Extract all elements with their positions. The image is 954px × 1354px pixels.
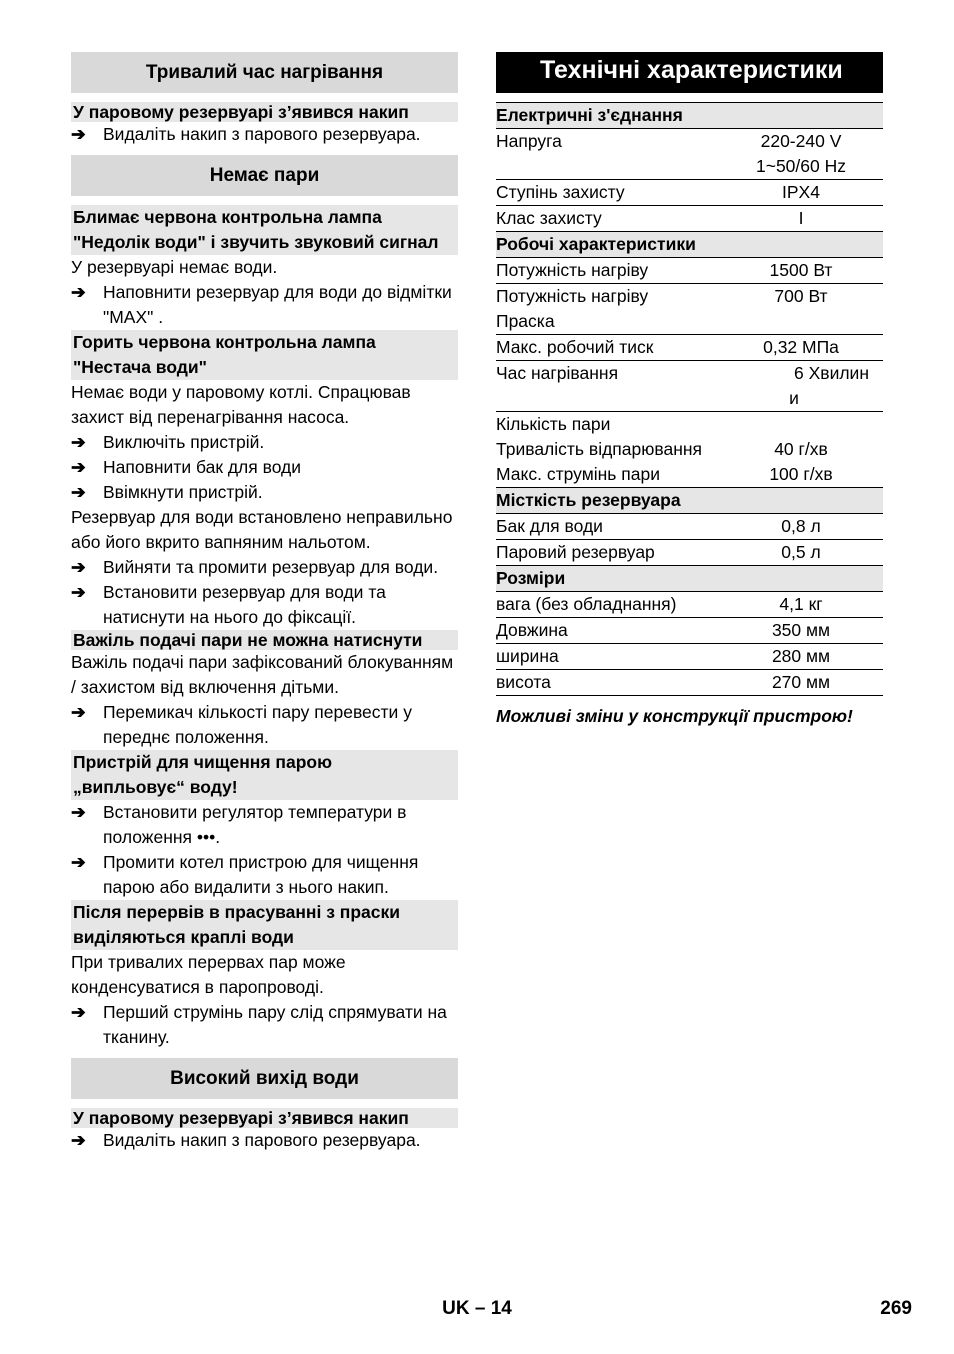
section-footer: UK – 14	[442, 1298, 512, 1319]
fault-heading: Блимає червона контрольна лампа "Недолік води" і звучить звуковий сигнал	[71, 205, 458, 255]
arrow-icon: ➔	[71, 852, 86, 872]
spec-row: Тривалість відпарювання 40 г/хв	[496, 439, 828, 459]
arrow-icon: ➔	[71, 482, 86, 502]
change-note: Можливі зміни у конструкції пристрою!	[496, 706, 853, 726]
instruction-step: ➔ Виключіть пристрій.	[71, 430, 461, 455]
instruction-step: ➔ Промити котел пристрою для чищення парою або видалити з нього накип.	[71, 852, 419, 897]
spec-category-row: Робочі характеристики	[496, 232, 883, 258]
arrow-icon: ➔	[71, 457, 86, 477]
fault-heading: У паровому резервуарі з’явився накип	[71, 1108, 458, 1128]
arrow-icon: ➔	[71, 124, 86, 144]
cause-text: Немає води у паровому котлі. Спрацював захист від перенагрівання насоса.	[71, 382, 411, 427]
spec-category-row: Місткість резервуара	[496, 488, 883, 514]
fault-heading: Горить червона контрольна лампа "Нестача води"	[71, 330, 458, 380]
arrow-icon: ➔	[71, 802, 86, 822]
instruction-step: ➔ Перемикач кількості пару перевести у переднє положення.	[71, 702, 412, 747]
spec-row: Бак для води 0,8 л	[496, 514, 883, 540]
instruction-step: ➔ Видаліть накип з парового резервуара.	[71, 122, 461, 147]
arrow-icon: ➔	[71, 557, 86, 577]
spec-row: Довжина 350 мм	[496, 618, 883, 644]
fault-heading: Пристрій для чищення парою „випльовує“ воду!	[71, 750, 458, 800]
instruction-step: ➔ Встановити регулятор температури в положення •••.	[71, 802, 407, 847]
spec-row: Потужність нагріву Праска 700 Вт	[496, 284, 883, 335]
spec-category-row: Електричні з'єднання	[496, 103, 883, 129]
spec-row: Кількість пари	[496, 414, 611, 434]
section-heading: Тривалий час нагрівання	[71, 52, 458, 93]
spec-category-row: Розміри	[496, 566, 883, 592]
troubleshooting-column	[71, 52, 461, 1153]
cause-text: Важіль подачі пари зафіксований блокуванням / захистом від включення дітьми.	[71, 652, 454, 697]
arrow-icon: ➔	[71, 702, 86, 722]
fault-heading: У паровому резервуарі з’явився накип	[71, 102, 458, 122]
cause-text: Резервуар для води встановлено неправильно або його вкрито вапняним нальотом.	[71, 507, 453, 552]
spec-row: ширина 280 мм	[496, 644, 883, 670]
spec-row: вага (без обладнання) 4,1 кг	[496, 592, 883, 618]
spec-row: Макс. робочий тиск 0,32 МПа	[496, 335, 883, 361]
instruction-step: ➔ Встановити резервуар для води та натиснути на нього до фіксації.	[71, 582, 386, 627]
page-number: 269	[880, 1298, 912, 1319]
section-heading: Немає пари	[71, 155, 458, 196]
arrow-icon: ➔	[71, 582, 86, 602]
spec-row: Паровий резервуар 0,5 л	[496, 540, 883, 566]
arrow-icon: ➔	[71, 1130, 86, 1150]
spec-table	[496, 102, 883, 696]
spec-row: Ступінь захисту IPX4	[496, 180, 883, 206]
page-title: Технічні характеристики	[496, 52, 883, 93]
fault-heading: Після перервів в прасуванні з праски виділяються краплі води	[71, 900, 458, 950]
spec-row: висота 270 мм	[496, 670, 883, 696]
instruction-step: ➔ Ввімкнути пристрій.	[71, 480, 461, 505]
arrow-icon: ➔	[71, 1002, 86, 1022]
arrow-icon: ➔	[71, 282, 86, 302]
cause-text: У резервуарі немає води.	[71, 257, 278, 277]
spec-row: Макс. струмінь пари 100 г/хв	[496, 462, 883, 488]
spec-row: Напруга 220-240 V 1~50/60 Hz	[496, 129, 883, 180]
specifications-column	[496, 52, 883, 729]
instruction-step: ➔ Вийняти та промити резервуар для води.	[71, 555, 461, 580]
fault-heading: Важіль подачі пари не можна натиснути	[71, 630, 458, 650]
cause-text: При тривалих перервах пар може конденсуватися в паропроводі.	[71, 952, 346, 997]
spec-row: Час нагрівання 6 Хвилин и	[496, 361, 883, 412]
spec-row: Клас захисту I	[496, 206, 883, 232]
spec-row: Потужність нагріву 1500 Вт	[496, 258, 883, 284]
section-heading: Високий вихід води	[71, 1058, 458, 1099]
instruction-step: ➔ Наповнити бак для води	[71, 455, 461, 480]
instruction-step: ➔ Видаліть накип з парового резервуара.	[71, 1128, 461, 1153]
instruction-step: ➔ Перший струмінь пару слід спрямувати на тканину.	[71, 1002, 447, 1047]
instruction-step: ➔ Наповнити резервуар для води до відмітки "MAX" .	[71, 282, 452, 327]
arrow-icon: ➔	[71, 432, 86, 452]
